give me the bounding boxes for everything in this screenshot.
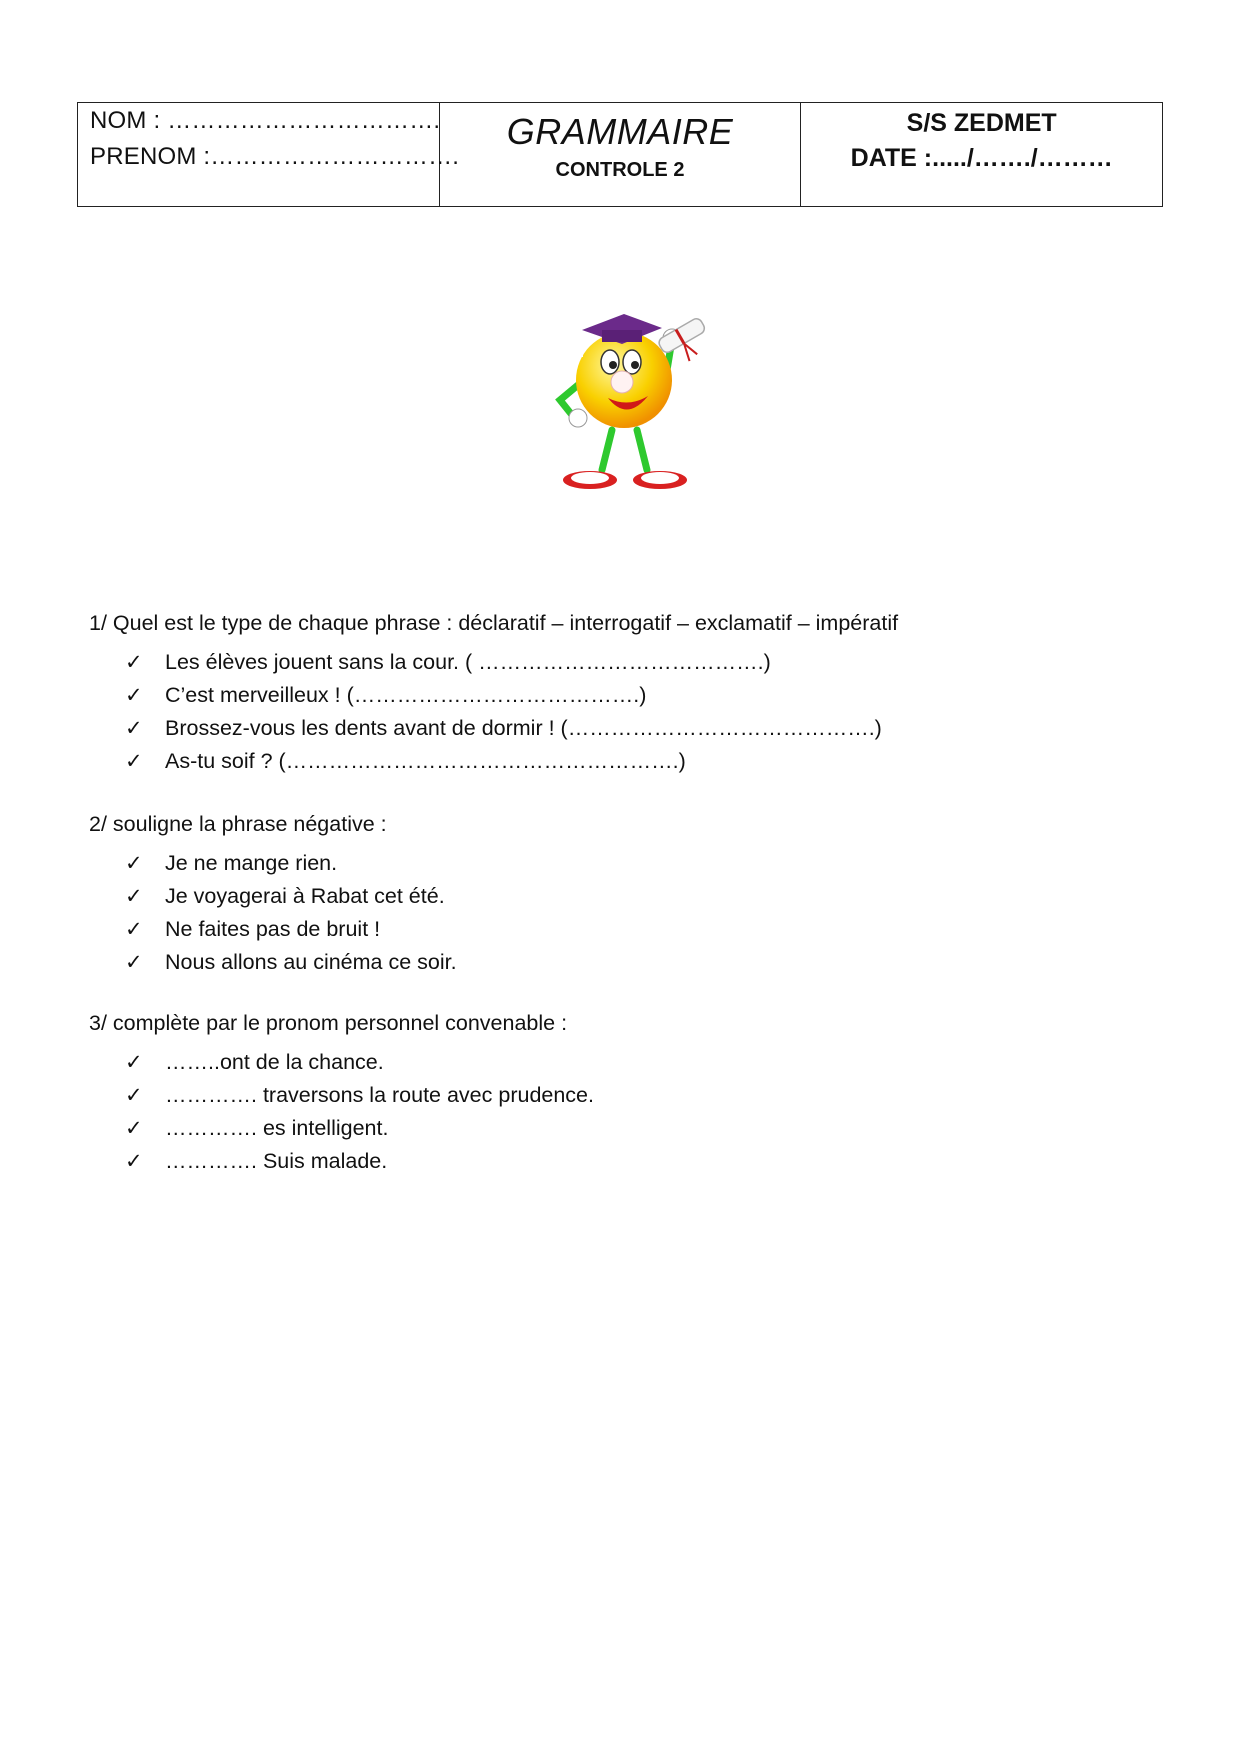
exercise-title: 3/ complète par le pronom personnel convenable : — [89, 1011, 568, 1035]
item-text: As-tu soif ? (……………………………………………….) — [165, 749, 686, 773]
exercise-1 — [89, 611, 1189, 782]
list-item — [89, 1083, 1189, 1116]
school-cell — [801, 103, 1162, 206]
list-item — [89, 1116, 1189, 1149]
prenom-line: PRENOM :…………………………. — [90, 143, 460, 170]
checkmark-icon: ✓ — [125, 884, 143, 908]
list-item — [89, 749, 1189, 782]
checkmark-icon: ✓ — [125, 1149, 143, 1173]
item-text: Je ne mange rien. — [165, 851, 338, 875]
exercise-list — [89, 650, 1189, 782]
checkmark-icon: ✓ — [125, 650, 143, 674]
date-line: DATE :...../……./……… — [850, 144, 1113, 172]
exercise-title: 1/ Quel est le type de chaque phrase : déclaratif – interrogatif – exclamatif – impératif — [89, 611, 899, 635]
subject-cell — [440, 103, 802, 206]
exercise-title: 2/ souligne la phrase négative : — [89, 812, 387, 836]
checkmark-icon: ✓ — [125, 851, 143, 875]
exercise-list — [89, 851, 1189, 983]
graduate-smiley-icon — [532, 300, 718, 500]
nom-line: NOM : ……………………………. — [90, 107, 441, 134]
list-item — [89, 950, 1189, 983]
item-text: …………. es intelligent. — [165, 1116, 389, 1140]
item-text: …………. traversons la route avec prudence. — [165, 1083, 594, 1107]
checkmark-icon: ✓ — [125, 749, 143, 773]
list-item — [89, 917, 1189, 950]
checkmark-icon: ✓ — [125, 716, 143, 740]
list-item — [89, 884, 1189, 917]
list-item — [89, 1050, 1189, 1083]
item-text: Ne faites pas de bruit ! — [165, 917, 381, 941]
student-info-cell — [78, 103, 460, 206]
item-text: ……..ont de la chance. — [165, 1050, 384, 1074]
list-item — [89, 650, 1189, 683]
checkmark-icon: ✓ — [125, 917, 143, 941]
item-text: …………. Suis malade. — [165, 1149, 388, 1173]
exercise-3 — [89, 1011, 1189, 1182]
checkmark-icon: ✓ — [125, 1116, 143, 1140]
checkmark-icon: ✓ — [125, 1083, 143, 1107]
list-item — [89, 851, 1189, 884]
item-text: Les élèves jouent sans la cour. ( ………………………………….) — [165, 650, 771, 674]
item-text: C’est merveilleux ! (………………………………….) — [165, 683, 647, 707]
list-item — [89, 716, 1189, 749]
exercise-list — [89, 1050, 1189, 1182]
subject-subtitle: CONTROLE 2 — [555, 159, 685, 181]
checkmark-icon: ✓ — [125, 683, 143, 707]
checkmark-icon: ✓ — [125, 950, 143, 974]
item-text: Je voyagerai à Rabat cet été. — [165, 884, 445, 908]
header-table — [77, 102, 1163, 207]
checkmark-icon: ✓ — [125, 1050, 143, 1074]
item-text: Nous allons au cinéma ce soir. — [165, 950, 457, 974]
subject-title: GRAMMAIRE — [506, 111, 734, 152]
list-item — [89, 1149, 1189, 1182]
school-name: S/S ZEDMET — [906, 109, 1057, 137]
list-item — [89, 683, 1189, 716]
exercise-2 — [89, 812, 1189, 983]
item-text: Brossez-vous les dents avant de dormir ! (…………………………………….) — [165, 716, 882, 740]
